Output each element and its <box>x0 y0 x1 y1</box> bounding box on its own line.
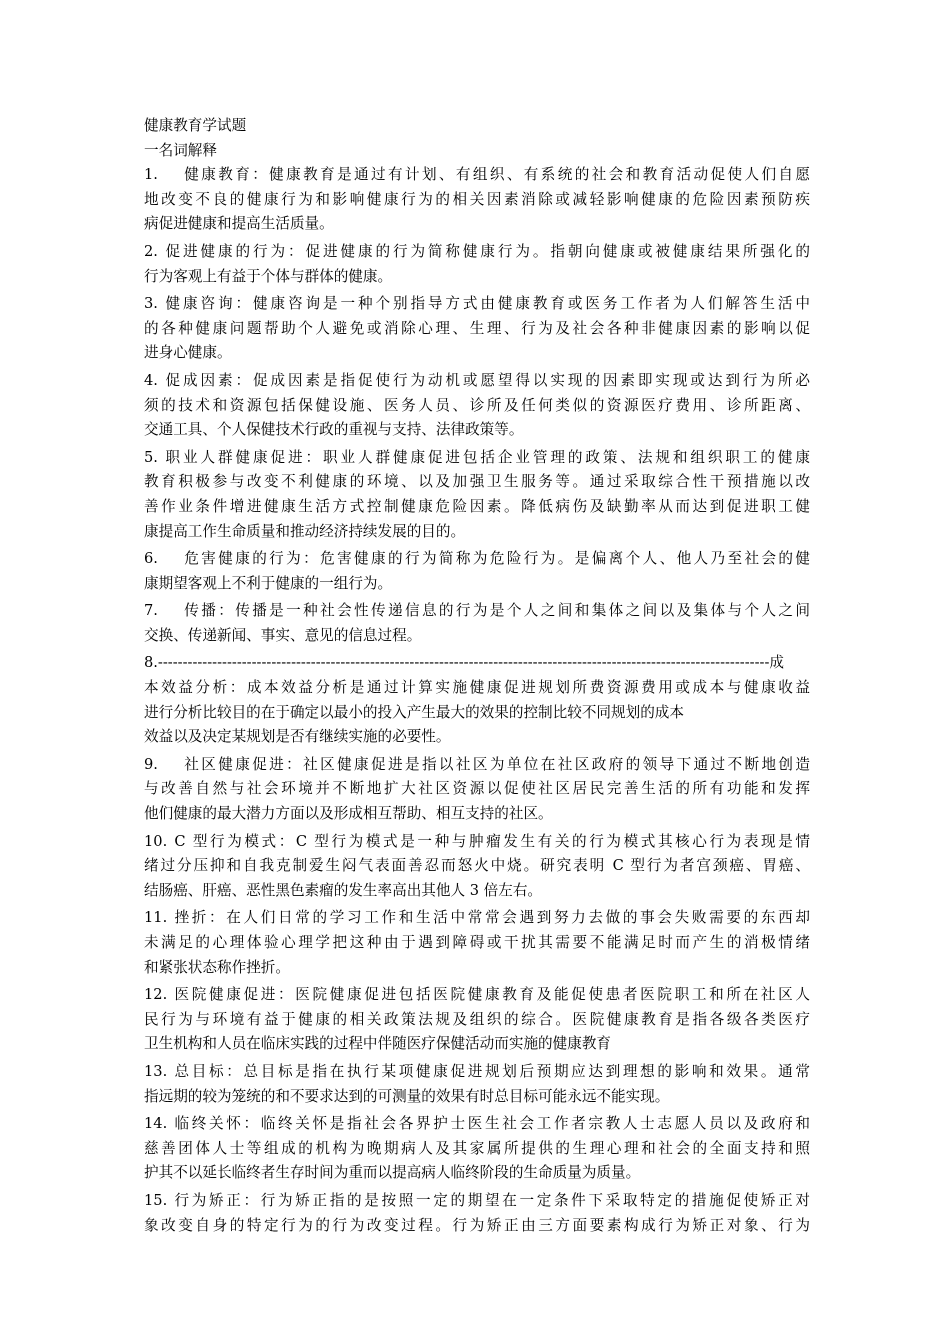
section-heading: 一名词解释 <box>144 141 217 159</box>
text-line: 15. 行为矫正：行为矫正指的是按照一定的期望在一定条件下采取特定的措施促使矫正对 <box>144 1191 810 1209</box>
text-line: 与改善自然与社会环境并不断地扩大社区资源以促使社区居民完善生活的所有功能和发挥 <box>144 780 810 798</box>
paragraph-lines <box>144 163 810 1238</box>
text-line: 3. 健康咨询：健康咨询是一种个别指导方式由健康教育或医务工作者为人们解答生活中 <box>144 295 810 313</box>
text-line: 护其不以延长临终者生存时间为重而以提高病人临终阶段的生命质量为质量。 <box>144 1164 641 1182</box>
text-line: 本效益分析：成本效益分析是通过计算实施健康促进规划所费资源费用或成本与健康收益 <box>144 679 810 697</box>
text-line: 慈善团体人士等组成的机构为晚期病人及其家属所提供的生理心理和社会的全面支持和照 <box>144 1139 810 1157</box>
text-line: 他们健康的最大潜力方面以及形成相互帮助、相互支持的社区。 <box>144 805 553 823</box>
text-line: 12. 医院健康促进：医院健康促进包括医院健康教育及能促使患者医院职工和所在社区人 <box>144 986 810 1004</box>
text-line: 10. C 型行为模式：C 型行为模式是一种与肿瘤发生有关的行为模式其核心行为表现是情 <box>144 832 810 850</box>
text-line: 14. 临终关怀：临终关怀是指社会各界护士医生社会工作者宗教人士志愿人员以及政府和 <box>144 1115 810 1133</box>
text-line: 善作业条件增进健康生活方式控制健康危险因素。降低病伤及缺勤率从而达到促进职工健 <box>144 497 810 515</box>
text-line: 和紧张状态称作挫折。 <box>144 958 290 976</box>
text-line: 1. 健康教育：健康教育是通过有计划、有组织、有系统的社会和教育活动促使人们自愿 <box>144 166 810 184</box>
text-line: 须的技术和资源包括保健设施、医务人员、诊所及任何类似的资源医疗费用、诊所距离、 <box>144 396 810 414</box>
text-line: 13. 总目标：总目标是指在执行某项健康促进规划后预期应达到理想的影响和效果。通常 <box>144 1062 810 1080</box>
text-line: 进行分析比较目的在于确定以最小的投入产生最大的效果的控制比较不同规划的成本 <box>144 703 684 721</box>
document-body <box>144 114 810 1238</box>
text-line: 未满足的心理体验心理学把这种由于遇到障碍或干扰其需要不能满足时而产生的消极情绪 <box>144 934 810 951</box>
text-line: 康期望客观上不利于健康的一组行为。 <box>144 574 393 592</box>
text-line: 7. 传播：传播是一种社会性传递信息的行为是个人之间和集体之间以及集体与个人之间 <box>144 602 810 620</box>
document-title: 健康教育学试题 <box>144 117 247 134</box>
text-line: 象改变自身的特定行为的行为改变过程。行为矫正由三方面要素构成行为矫正对象、行为 <box>144 1216 810 1234</box>
text-line: 民行为与环境有益于健康的相关政策法规及组织的综合。医院健康教育是指各级各类医疗 <box>144 1010 810 1028</box>
text-line: 交通工具、个人保健技术行政的重视与支持、法律政策等。 <box>144 421 524 439</box>
text-line: 结肠癌、肝癌、恶性黑色素瘤的发生率高出其他人 3 倍左右。 <box>144 881 543 899</box>
text-line: 交换、传递新闻、事实、意见的信息过程。 <box>144 626 422 644</box>
text-line: 绪过分压抑和自我克制爱生闷气表面善忍而怒火中烧。研究表明 C 型行为者宫颈癌、胃癌、 <box>144 857 810 875</box>
text-line: 卫生机构和人员在临床实践的过程中伴随医疗保健活动而实施的健康教育 <box>144 1035 612 1053</box>
text-line: 的各种健康问题帮助个人避免或消除心理、生理、行为及社会各种非健康因素的影响以促 <box>144 319 810 337</box>
text-line: 4. 促成因素：促成因素是指促使行为动机或愿望得以实现的因素即实现或达到行为所必 <box>144 371 810 389</box>
text-line: 效益以及决定某规划是否有继续实施的必要性。 <box>144 728 451 746</box>
text-line: 8.----------------------------------------------------------------------------------------------------------------------------成 <box>144 654 784 672</box>
text-line: 2. 促进健康的行为：促进健康的行为简称健康行为。指朝向健康或被健康结果所强化的 <box>144 242 810 260</box>
text-line: 康提高工作生命质量和推动经济持续发展的目的。 <box>144 522 466 540</box>
text-line: 9. 社区健康促进：社区健康促进是指以社区为单位在社区政府的领导下通过不断地创造 <box>144 755 810 773</box>
text-line: 地改变不良的健康行为和影响健康行为的相关因素消除或减轻影响健康的危险因素预防疾 <box>144 190 810 208</box>
text-line: 指远期的较为笼统的和不要求达到的可测量的效果有时总目标可能永远不能实现。 <box>144 1087 670 1105</box>
text-line: 6. 危害健康的行为：危害健康的行为简称为危险行为。是偏离个人、他人乃至社会的健 <box>144 550 810 568</box>
text-line: 5. 职业人群健康促进：职业人群健康促进包括企业管理的政策、法规和组织职工的健康 <box>144 448 810 466</box>
text-line: 进身心健康。 <box>144 344 232 362</box>
text-line: 教育积极参与改变不利健康的环境、以及加强卫生服务等。通过采取综合性干预措施以改 <box>144 473 810 491</box>
text-line: 行为客观上有益于个体与群体的健康。 <box>144 267 393 285</box>
text-line: 11. 挫折：在人们日常的学习工作和生活中常常会遇到努力去做的事会失败需要的东西却 <box>144 909 810 927</box>
text-line: 病促进健康和提高生活质量。 <box>144 215 334 233</box>
